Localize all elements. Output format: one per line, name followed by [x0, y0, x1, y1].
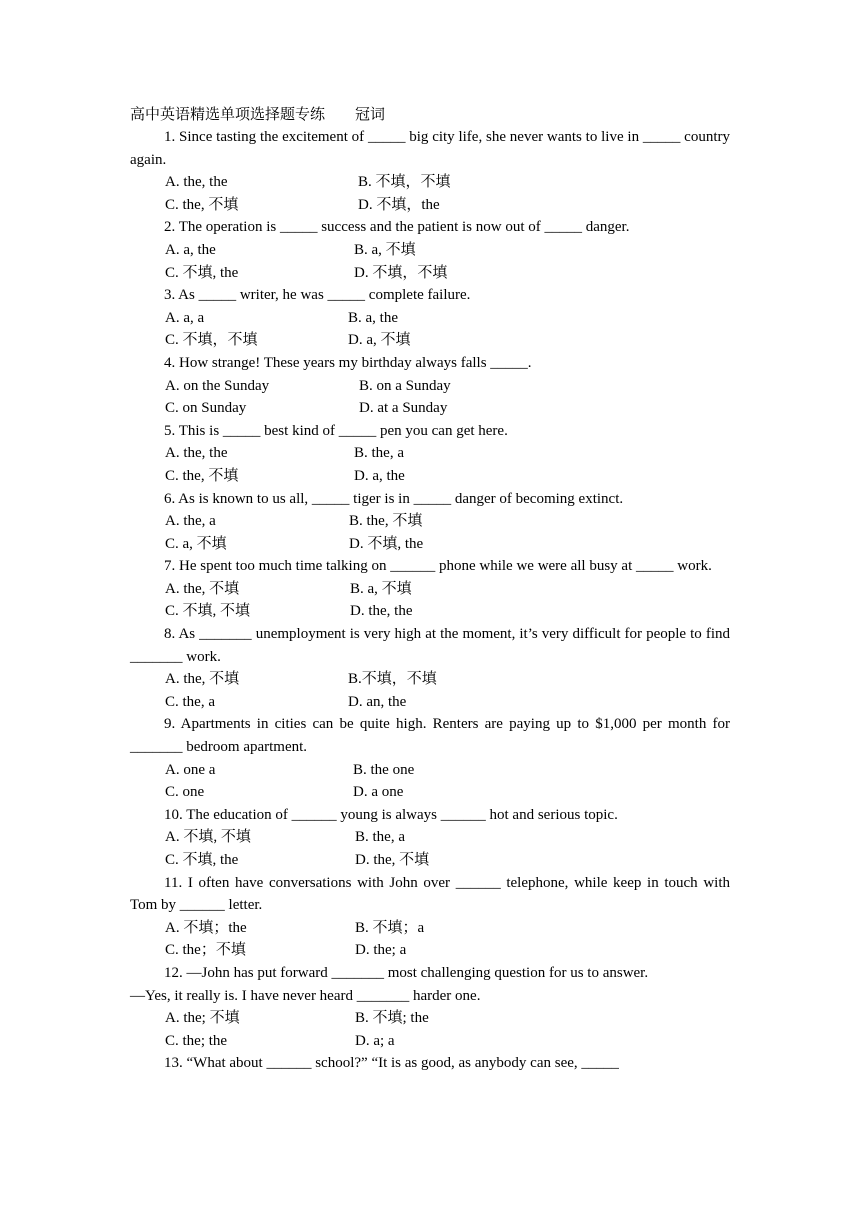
- question-reply: —Yes, it really is. I have never heard _______ harder one.: [130, 987, 481, 1004]
- answer-option-a: A. the, the: [165, 445, 228, 462]
- answer-option-b: B. a, 不填: [354, 241, 416, 258]
- question-list: [130, 126, 730, 1075]
- answer-option-a: A. the, 不填: [165, 671, 240, 688]
- answer-option-a: A. 不填, 不填: [165, 829, 251, 846]
- answer-option-d: D. 不填，不填: [354, 264, 448, 281]
- option-row: [130, 329, 730, 352]
- question-stem: 1. Since tasting the excitement of _____ big city life, she never wants to live in _____ country again.: [130, 129, 730, 168]
- answer-option-d: D. the, 不填: [355, 852, 430, 868]
- document-header: [130, 104, 730, 126]
- question-stem: 10. The education of ______ young is always ______ hot and serious topic.: [164, 806, 618, 823]
- option-row: [130, 939, 730, 962]
- option-row: [130, 578, 730, 601]
- answer-option-b: B. 不填；a: [355, 919, 425, 936]
- question-stem: 3. As _____ writer, he was _____ complete failure.: [164, 287, 471, 304]
- answer-option-d: D. the; a: [355, 942, 407, 959]
- answer-option-d: D. a; a: [355, 1032, 395, 1049]
- question-item: [130, 713, 730, 803]
- question-stem: 11. I often have conversations with John over ______ telephone, while keep in touch with Tom by ______ letter.: [130, 874, 730, 914]
- answer-option-a: A. one a: [165, 761, 216, 778]
- answer-option-d: D. 不填，the: [358, 196, 440, 213]
- answer-option-b: B. the, a: [354, 445, 404, 462]
- option-row: [130, 465, 730, 488]
- answer-option-c: C. on Sunday: [165, 400, 247, 417]
- answer-option-d: D. at a Sunday: [359, 400, 448, 417]
- option-row: [130, 510, 730, 533]
- question-item: [130, 488, 730, 556]
- answer-option-d: D. a one: [353, 784, 404, 801]
- answer-option-d: D. an, the: [348, 693, 407, 710]
- answer-option-d: D. a, 不填: [348, 332, 411, 349]
- answer-option-c: C. the, a: [165, 693, 215, 710]
- answer-option-d: D. the, the: [350, 603, 413, 620]
- option-row: [130, 1007, 730, 1030]
- answer-option-b: B. the, a: [355, 829, 405, 846]
- answer-option-b: B. 不填，不填: [358, 174, 451, 191]
- document-page: [130, 104, 730, 1075]
- answer-option-c: C. 不填, the: [165, 264, 239, 281]
- question-stem: 7. He spent too much time talking on ______ phone while we were all busy at _____ work.: [164, 558, 712, 575]
- answer-option-a: A. the, a: [165, 513, 216, 530]
- answer-option-c: C. the; the: [165, 1032, 228, 1049]
- question-stem: 8. As _______ unemployment is very high at the moment, it’s very difficult for people to find _______ work.: [130, 626, 730, 665]
- answer-option-b: B. 不填; the: [355, 1010, 429, 1027]
- answer-option-b: B. a, the: [348, 309, 398, 326]
- question-item: [130, 126, 730, 216]
- option-row: [130, 1030, 730, 1053]
- answer-option-a: A. a, a: [165, 309, 205, 326]
- answer-option-a: A. a, the: [165, 241, 216, 258]
- question-item: [130, 352, 730, 420]
- question-stem: 13. “What about ______ school?” “It is as good, as anybody can see, _____: [164, 1055, 619, 1072]
- question-stem: 9. Apartments in cities can be quite high. Renters are paying up to $1,000 per month for _______ bedroom apartment.: [130, 716, 730, 756]
- option-row: [130, 397, 730, 420]
- option-row: [130, 691, 730, 714]
- answer-option-a: A. the, the: [165, 174, 228, 191]
- option-row: [130, 442, 730, 465]
- option-row: [130, 600, 730, 623]
- answer-option-b: B. on a Sunday: [359, 377, 451, 394]
- option-row: [130, 262, 730, 285]
- question-stem: 6. As is known to us all, _____ tiger is in _____ danger of becoming extinct.: [164, 490, 624, 507]
- option-row: [130, 759, 730, 782]
- question-item: [130, 1052, 730, 1075]
- answer-option-c: C. the, 不填: [165, 196, 239, 213]
- option-row: [130, 781, 730, 804]
- answer-option-c: C. one: [165, 784, 205, 801]
- option-row: [130, 533, 730, 556]
- answer-option-a: A. the, 不填: [165, 580, 240, 597]
- question-item: [130, 284, 730, 352]
- question-item: [130, 804, 730, 872]
- answer-option-c: C. 不填, the: [165, 852, 239, 868]
- answer-option-b: B. the, 不填: [349, 513, 423, 530]
- answer-option-b: B. the one: [353, 761, 415, 778]
- question-item: [130, 872, 730, 962]
- option-row: [130, 375, 730, 398]
- option-row: [130, 668, 730, 691]
- answer-option-b: B. a, 不填: [350, 580, 412, 597]
- option-row: [130, 171, 730, 194]
- option-row: [130, 849, 730, 872]
- answer-option-a: A. 不填；the: [165, 919, 247, 936]
- answer-option-d: D. a, the: [354, 467, 405, 484]
- question-stem: 12. —John has put forward _______ most challenging question for us to answer.: [164, 964, 649, 981]
- question-stem: 5. This is _____ best kind of _____ pen you can get here.: [164, 422, 508, 439]
- question-stem: 4. How strange! These years my birthday always falls _____.: [164, 354, 532, 371]
- answer-option-a: A. the; 不填: [165, 1010, 240, 1027]
- answer-option-c: C. a, 不填: [165, 535, 227, 552]
- option-row: [130, 826, 730, 849]
- option-row: [130, 307, 730, 330]
- question-item: [130, 216, 730, 284]
- answer-option-c: C. the；不填: [165, 942, 246, 959]
- answer-option-b: B.不填，不填: [348, 671, 437, 688]
- option-row: [130, 239, 730, 262]
- document-title: 高中英语精选单项选择题专练: [130, 107, 326, 123]
- answer-option-d: D. 不填, the: [349, 535, 424, 552]
- option-row: [130, 917, 730, 940]
- question-stem: 2. The operation is _____ success and the patient is now out of _____ danger.: [164, 219, 630, 236]
- option-row: [130, 194, 730, 217]
- question-item: [130, 623, 730, 713]
- document-subtitle: 冠词: [355, 107, 386, 123]
- question-item: [130, 555, 730, 623]
- answer-option-c: C. the, 不填: [165, 467, 239, 484]
- answer-option-c: C. 不填，不填: [165, 332, 258, 349]
- question-item: [130, 962, 730, 1052]
- question-item: [130, 420, 730, 488]
- answer-option-a: A. on the Sunday: [165, 377, 270, 394]
- answer-option-c: C. 不填, 不填: [165, 603, 251, 620]
